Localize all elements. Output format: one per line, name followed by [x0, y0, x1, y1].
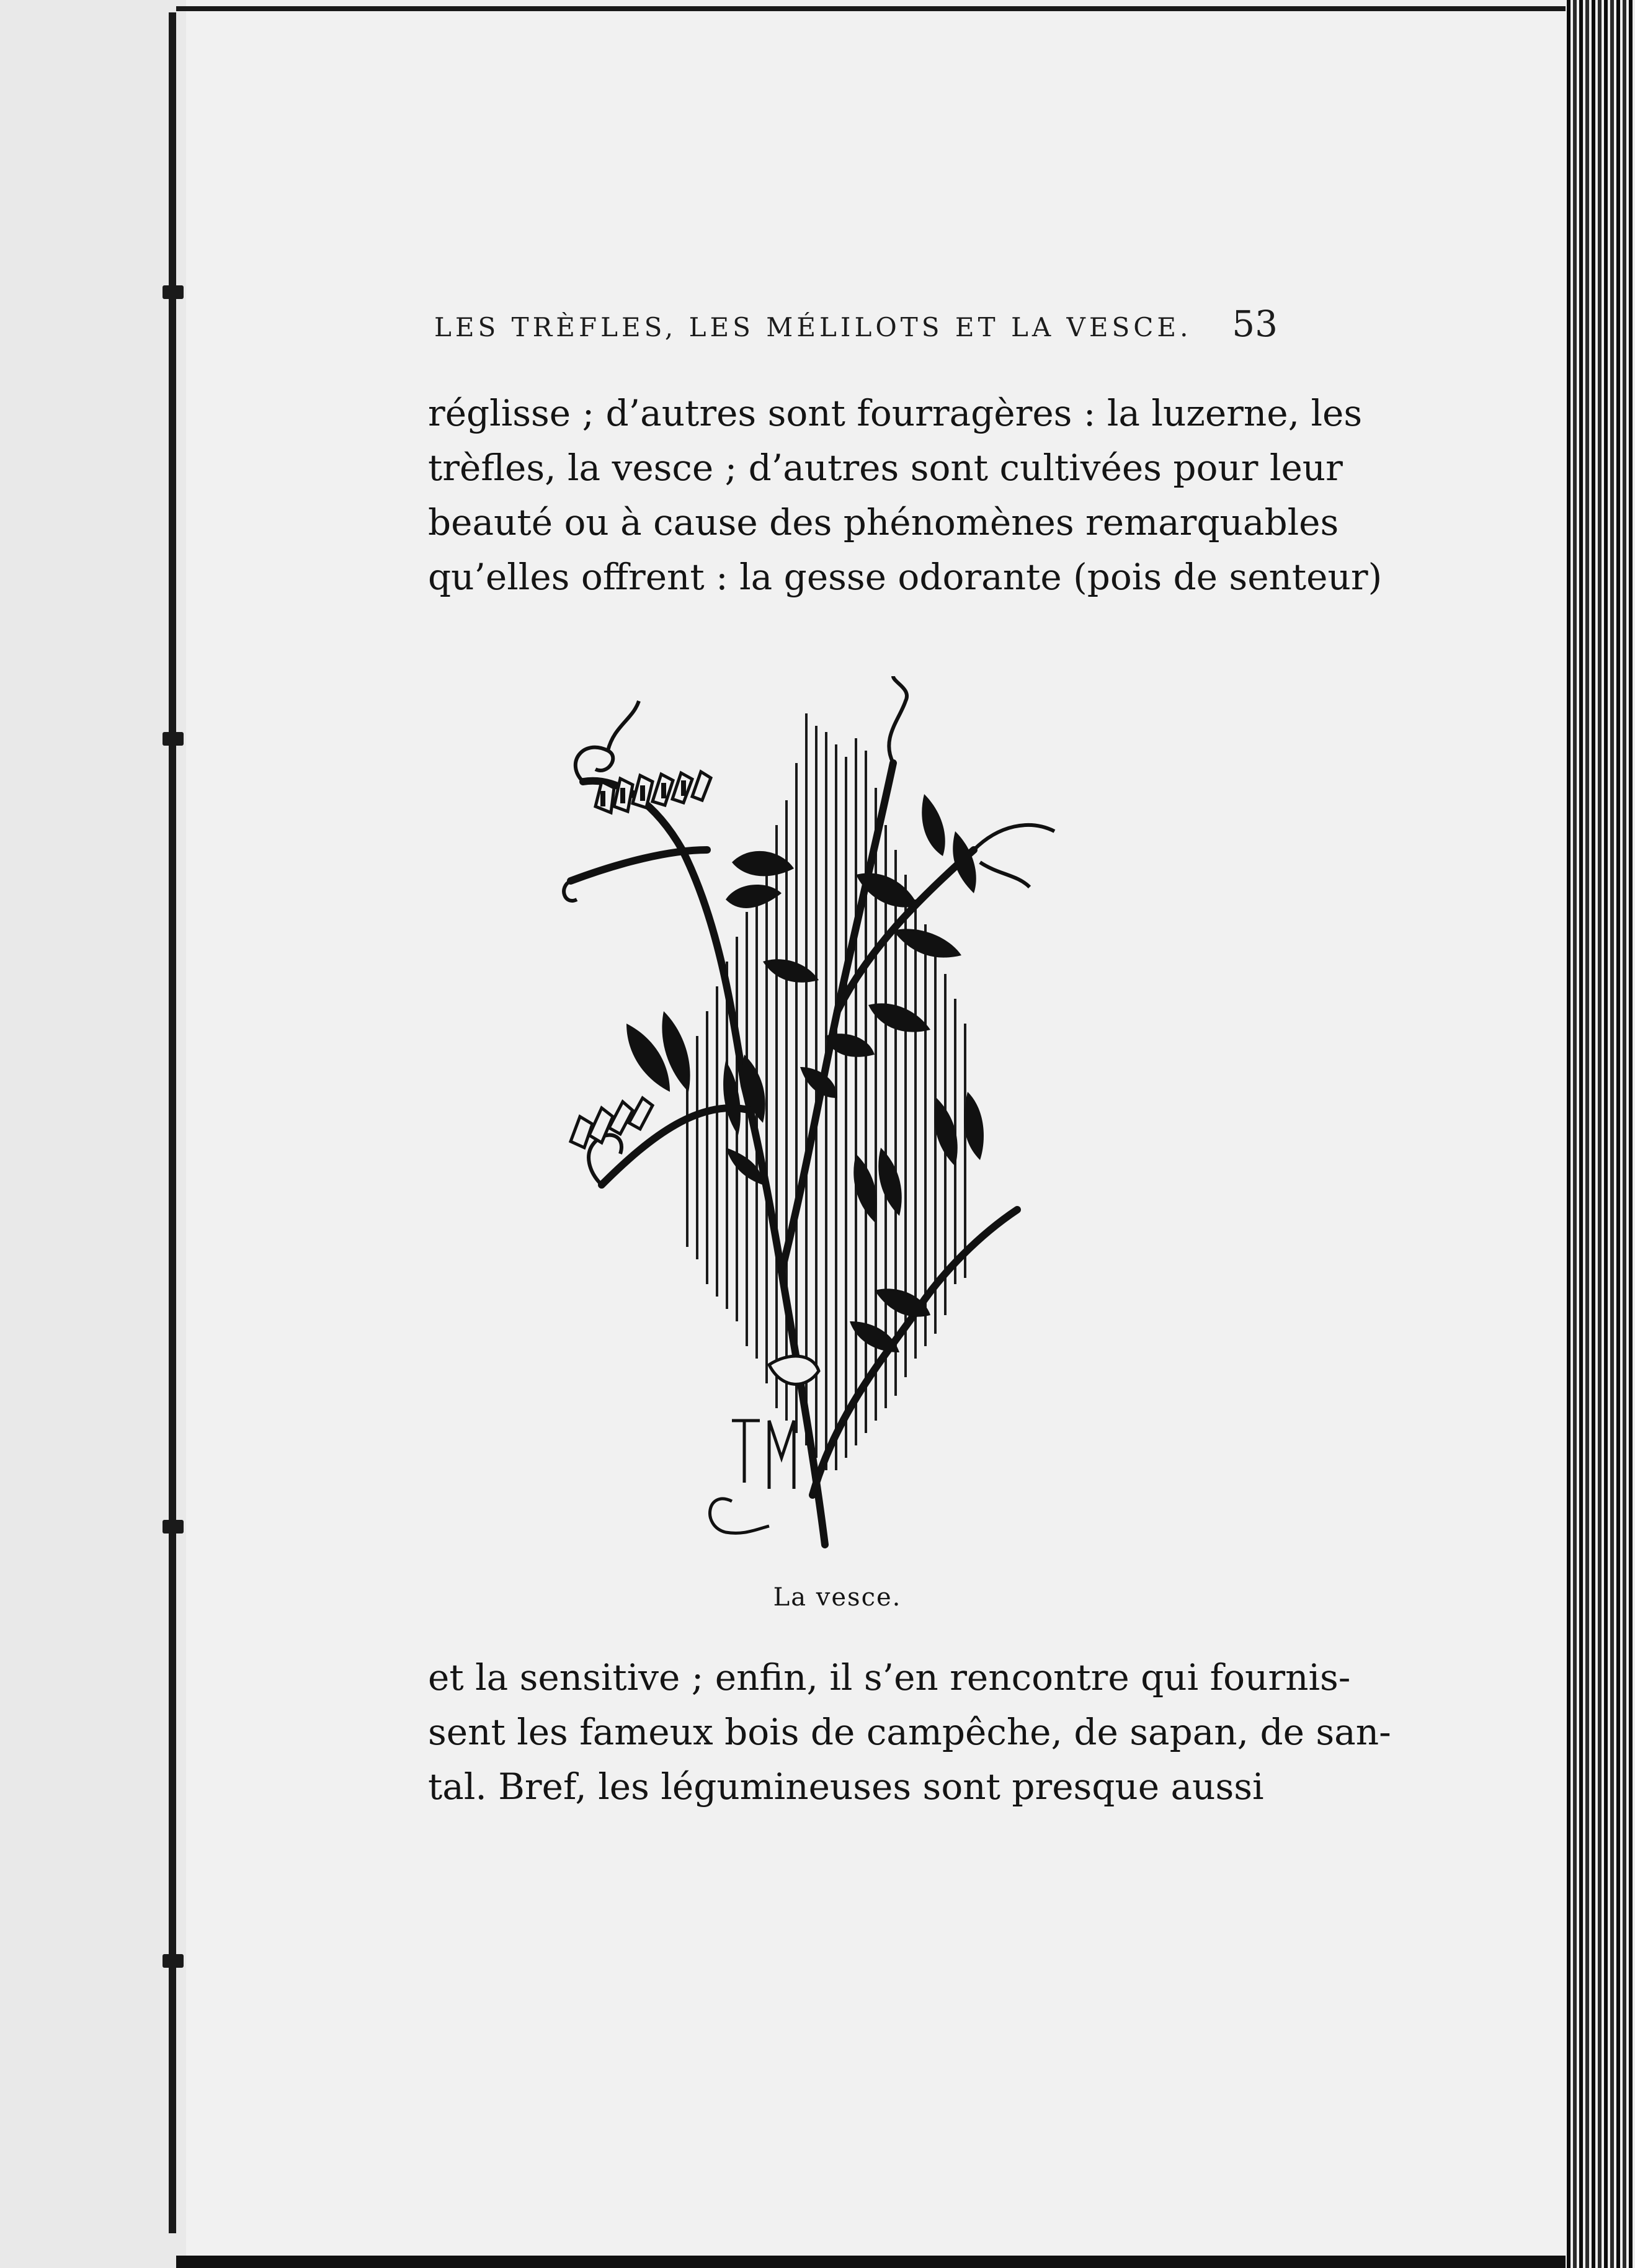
text-line: sent les fameux bois de campêche, de sapan, de san- [428, 1711, 1391, 1753]
text-line: et la sensitive ; enfin, il s’en rencontre qui fournis- [428, 1656, 1351, 1699]
artist-monogram [710, 1421, 794, 1533]
top-page-border [176, 6, 1566, 11]
leaves [626, 794, 984, 1352]
text-line: qu’elles offrent : la gesse odorante (pois de senteur) [428, 556, 1383, 598]
right-page-edges [1567, 0, 1635, 2268]
page-number: 53 [1232, 303, 1278, 345]
binding-rule [169, 12, 176, 2233]
running-head [434, 303, 1278, 345]
text-line: tal. Bref, les légumineuses sont presque aussi [428, 1766, 1264, 1808]
binding-stitch [163, 285, 184, 299]
bottom-page-border [176, 2256, 1566, 2268]
figure-caption: La vesce. [773, 1583, 902, 1612]
paragraph-bottom [428, 1650, 1391, 1814]
binding-stitch [163, 732, 184, 746]
text-line: beauté ou à cause des phénomènes remarquables [428, 501, 1339, 543]
paragraph-top [428, 386, 1383, 604]
binding-stitch [163, 1520, 184, 1534]
running-head-title: LES TRÈFLES, LES MÉLILOTS ET LA VESCE. [434, 312, 1192, 342]
left-page-edge [0, 0, 186, 2268]
vetch-illustration [546, 664, 1129, 1569]
text-line: réglisse ; d’autres sont fourragères : la luzerne, les [428, 392, 1363, 434]
binding-stitch [163, 1954, 184, 1968]
text-line: trèfles, la vesce ; d’autres sont cultivées pour leur [428, 447, 1343, 489]
